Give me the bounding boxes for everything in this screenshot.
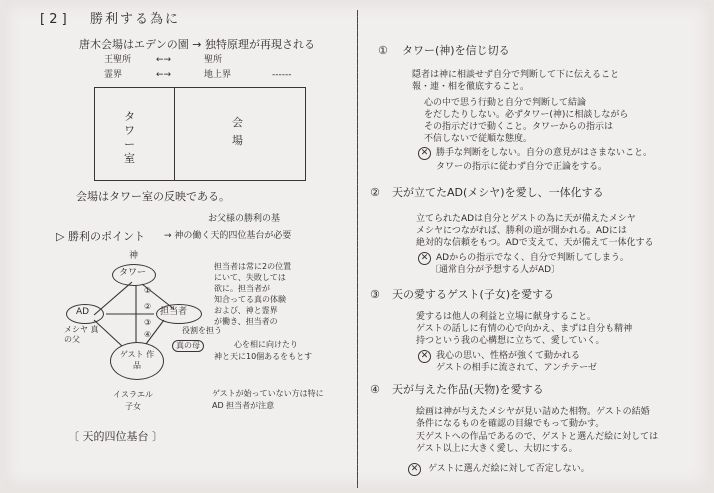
x-mark-icon: ✕ xyxy=(418,350,431,363)
side-note-8: 神と天に10個あるをもとす xyxy=(214,352,313,361)
section-4-num: ④ xyxy=(370,383,380,396)
s1-line-4: をだしたりしない。必ずタワー(神)に相談しながら xyxy=(424,110,629,120)
s4-line-1: 絵画は神が与えたメシヤが見い詰めた相物。ゲストの結婚 xyxy=(416,407,650,417)
s1-line-1: 隠者は神に相談せず自分で判断して下に伝えること xyxy=(412,70,620,80)
s3-line-3: 持つという我の心構想に立ちて、愛していく。 xyxy=(416,336,605,346)
s2-x-line-2: 〔通常自分が予想する人がAD〕 xyxy=(430,265,561,275)
page-title: 勝利する為に xyxy=(90,12,181,27)
side-note-2: にいて、失敗しては xyxy=(214,273,286,282)
bottom-note-2: AD 担当者が注意 xyxy=(212,401,275,410)
side-note-1: 担当者は常に2の位置 xyxy=(214,262,292,271)
x-mark-icon: ✕ xyxy=(408,463,421,476)
s2-line-1: 立てられたADは自分とゲストの為に天が備えたメシヤ xyxy=(416,214,636,224)
diagram-num-4: ④ xyxy=(144,330,152,339)
s2-line-2: メシヤにつながれば、勝利の道が開かれる。ADには xyxy=(416,226,627,236)
diagram-num-2: ② xyxy=(144,302,152,311)
side-note-4: 知合ってる真の体験 xyxy=(214,295,286,304)
points-title: ▷ 勝利のポイント xyxy=(56,230,145,243)
s1-line-3: 心の中で思う行動と自分で判断して結論 xyxy=(424,98,587,108)
column-divider xyxy=(357,10,358,488)
row1-label-b: 聖所 xyxy=(204,55,223,65)
section-1-num: ① xyxy=(378,44,388,57)
row2-arrow: ←→ xyxy=(156,70,172,80)
side-note-6: が働き、担当者の xyxy=(214,317,278,326)
s4-line-2: 条件になるものを確認の目線でもって動かす。 xyxy=(416,419,605,429)
s4-x-line-1: ゲストに選んだ絵に対して否定しない。 xyxy=(428,464,590,474)
row2-label-a: 霊界 xyxy=(104,70,123,80)
x-mark-icon: ✕ xyxy=(418,252,431,265)
s3-line-2: ゲストの話しに有情の心で向かえ、まずは自分も精神 xyxy=(416,324,633,334)
diagram-num-3: ③ xyxy=(144,318,152,327)
god-label: 神 xyxy=(129,251,139,261)
true-mother-label: 真の母 xyxy=(172,340,204,352)
intro-line: 唐木会場はエデンの園 → 独特原理が再現される xyxy=(79,38,315,51)
reflection-line: 会場はタワー室の反映である。 xyxy=(76,190,230,203)
victory-base-note: お父様の勝利の基 xyxy=(208,214,281,224)
row1-label-a: 王聖所 xyxy=(104,55,132,65)
s1-x-line-2: タワーの指示に従わず自分で正論をする。 xyxy=(436,162,608,172)
s1-line-5: その指示だけで動くこと。タワーからの指示は xyxy=(424,122,614,132)
s1-x-line-1: 勝手な判断をしない。自分の意見がはさまないこと。 xyxy=(436,148,653,158)
s3-x-line-2: ゲストの相手に流されて、アンチテーゼ xyxy=(436,363,597,373)
s2-line-3: 絶対的な信頼をもつ。ADで支えて、天が備えて一体化する xyxy=(416,238,654,248)
row2-dashes: ------ xyxy=(272,70,292,80)
s4-line-3: 天ゲストへの作品であるので、ゲストと選んだ絵に対しては xyxy=(416,432,659,442)
section-number: [ 2 ] xyxy=(40,12,67,27)
row2-label-b: 地上界 xyxy=(204,70,232,80)
role-note: 役割を担う xyxy=(182,326,222,335)
bottom-note-1: ゲストが始っていない方は特に xyxy=(212,389,324,398)
tower-node-label: タワー xyxy=(119,268,147,278)
s2-x-line-1: ADからの指示でなく、自分で判断してしまう。 xyxy=(436,253,629,263)
side-note-3: 欲に。担当者が xyxy=(214,284,270,293)
guest-sub-label: イスラエル 子女 xyxy=(113,390,153,411)
s3-line-1: 愛するは他人の利益と立場に献身すること。 xyxy=(416,312,597,322)
tower-room-label: タワー室 xyxy=(124,110,135,165)
footer-label: 〔 天的四位基台 〕 xyxy=(68,430,163,443)
staff-node-label: 担当者 xyxy=(160,307,188,317)
guest-node-label: ゲスト 作品 xyxy=(119,350,155,370)
s1-line-2: 報・連・相を徹底すること。 xyxy=(412,82,530,92)
side-note-5: および、神と霊界 xyxy=(214,306,278,315)
ad-node-label: AD xyxy=(76,307,90,317)
points-target: → 神の働く天的四位基台が必要 xyxy=(164,231,292,241)
s3-x-line-1: 我心の思い、性格が強くて動かれる xyxy=(436,351,581,361)
diagram-num-1: ① xyxy=(144,286,152,295)
venue-label: 会場 xyxy=(232,116,243,147)
section-2-title: 天が立てたAD(メシヤ)を愛し、一体化する xyxy=(392,186,604,199)
handwritten-sheet xyxy=(4,2,710,487)
section-3-title: 天の愛するゲスト(子女)を愛する xyxy=(392,288,555,301)
row1-arrow: ←→ xyxy=(156,55,172,65)
ad-sub-label: メシヤ 真の父 xyxy=(64,325,99,344)
section-3-num: ③ xyxy=(370,288,380,301)
side-note-7: 心を相に向けたり xyxy=(234,340,298,349)
section-4-title: 天が与えた作品(天物)を愛する xyxy=(392,383,544,396)
section-1-title: タワー(神)を信じ切る xyxy=(402,44,510,57)
s1-line-6: 不信しないで従順な態度。 xyxy=(424,134,533,144)
x-mark-icon: ✕ xyxy=(418,147,431,160)
section-2-num: ② xyxy=(370,186,380,199)
s4-line-4: ゲスト以上に大きく愛し、大切にする。 xyxy=(416,444,578,454)
